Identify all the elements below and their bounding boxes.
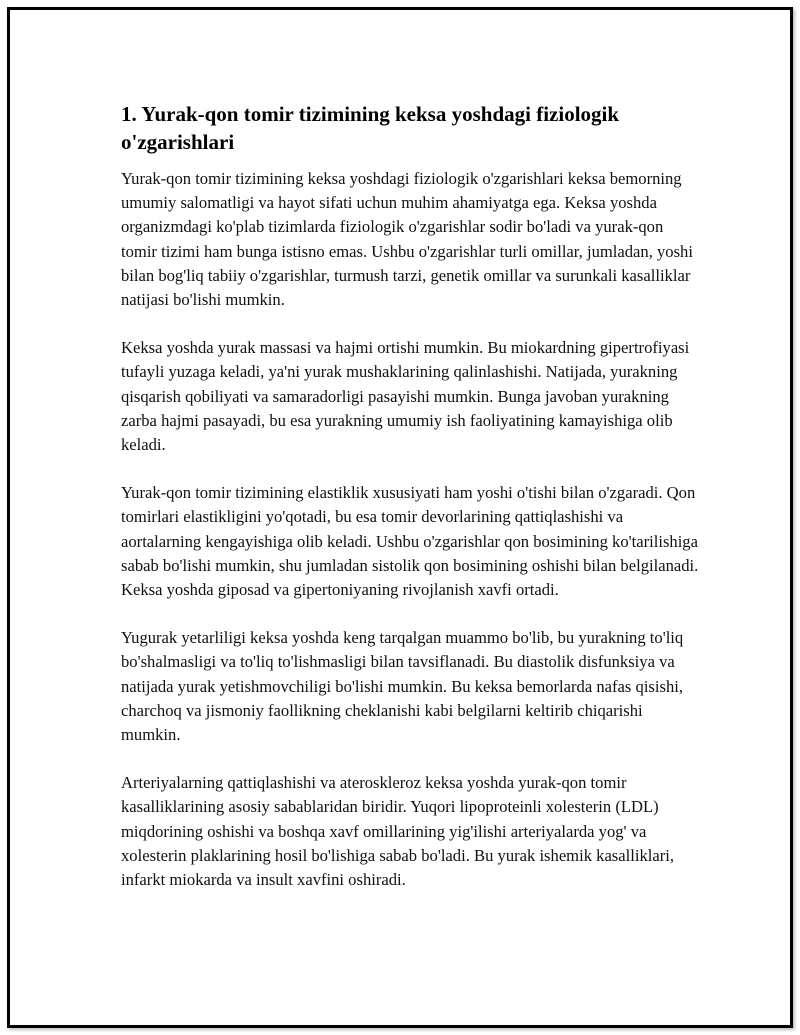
paragraph-3: Yurak-qon tomir tizimining elastiklik xususiyati ham yoshi o'tishi bilan o'zgaradi. Qon tomirlari elastikligini yo'qotadi, bu esa tomir devorlarining qattiqlashishi va aortalarning kengayishiga olib keladi. Ushbu o'zgarishlar qon bosimining ko'tarilishiga sabab bo'lishi mumkin, shu jumladan sistolik qon bosimining oshishi bilan belgilanadi. Keksa yoshda giposad va gipertoniyaning rivojlanish xavfi ortadi. bbox=[121, 483, 699, 600]
section-title: 1. Yurak-qon tomir tizimining keksa yoshdagi fiziologik o'zgarishlari bbox=[121, 102, 620, 154]
paragraph-4: Yugurak yetarliligi keksa yoshda keng tarqalgan muammo bo'lib, bu yurakning to'liq bo'shalmasligi va to'liq to'lishmasligi bilan tavsiflanadi. Bu diastolik disfunksiya va natijada yurak yetishmovchiligi bo'lishi mumkin. Bu keksa bemorlarda nafas qisishi, charchoq va jismoniy faollikning cheklanishi kabi belgilarni keltirib chiqarishi mumkin. bbox=[121, 628, 684, 745]
page-frame bbox=[7, 7, 793, 1028]
paragraph-2: Keksa yoshda yurak massasi va hajmi ortishi mumkin. Bu miokardning gipertrofiyasi tufayli yuzaga keladi, ya'ni yurak mushaklarining qalinlashishi. Natijada, yurakning qisqarish qobiliyati va samaradorligi pasayishi mumkin. Bunga javoban yurakning zarba hajmi pasayadi, bu esa yurakning umumiy ish faoliyatining kamayishiga olib keladi. bbox=[121, 338, 690, 455]
paragraph-1: Yurak-qon tomir tizimining keksa yoshdagi fiziologik o'zgarishlari keksa bemorning umumiy salomatligi va hayot sifati uchun muhim ahamiyatga ega. Keksa yoshda organizmdagi ko'plab tizimlarda fiziologik o'zgarishlar sodir bo'ladi va yurak-qon tomir tizimi ham bunga istisno emas. Ushbu o'zgarishlar turli omillar, jumladan, yoshi bilan bog'liq tabiiy o'zgarishlar, turmush tarzi, genetik omillar va surunkali kasalliklar natijasi bo'lishi mumkin. bbox=[121, 169, 693, 310]
paragraph-5: Arteriyalarning qattiqlashishi va ateroskleroz keksa yoshda yurak-qon tomir kasalliklarining asosiy sabablaridan biridir. Yuqori lipoproteinli xolesterin (LDL) miqdorining oshishi va boshqa xavf omillarining yig'ilishi arteriyalarda yog' va xolesterin plaklarining hosil bo'lishiga sabab bo'ladi. Bu yurak ishemik kasalliklari, infarkt miokarda va insult xavfini oshiradi. bbox=[121, 773, 675, 890]
document-body bbox=[121, 100, 701, 916]
